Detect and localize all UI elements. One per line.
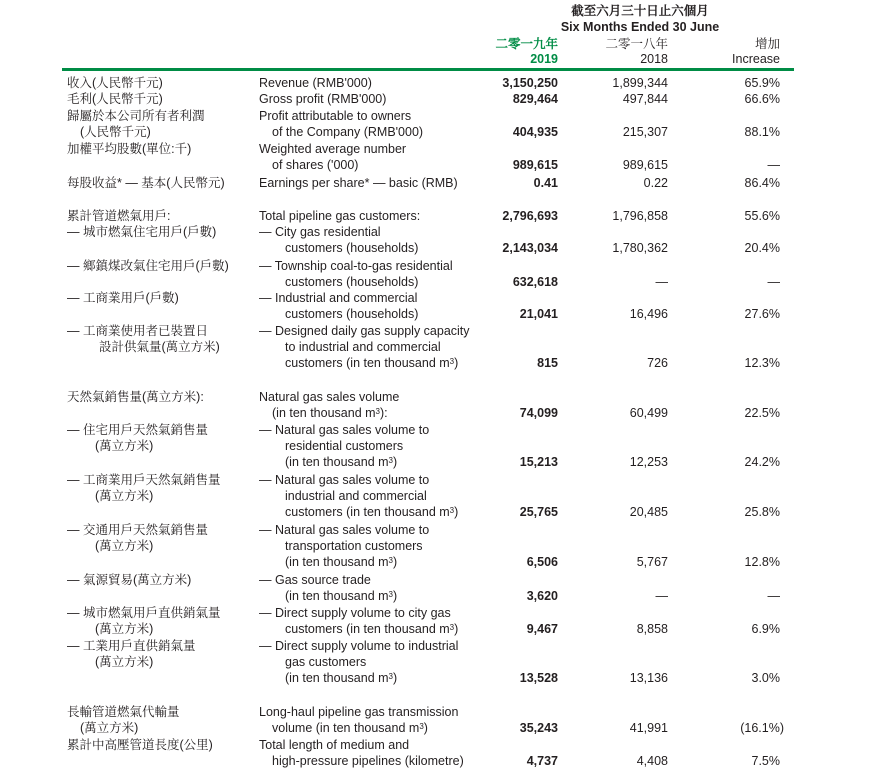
value-2019: 3,620: [526, 589, 558, 603]
value-2019: 3,150,250: [502, 76, 558, 90]
row-label-zh: (萬立方米): [95, 439, 154, 453]
value-2019: 13,528: [519, 671, 558, 685]
value-increase: —: [767, 589, 780, 603]
row-label-en: of shares ('000): [272, 158, 359, 172]
period-title-zh: 截至六月三十日止六個月: [571, 4, 709, 18]
year-2019-en: 2019: [530, 52, 558, 66]
row-label-zh: (萬立方米): [95, 539, 154, 553]
value-increase: 7.5%: [751, 754, 780, 768]
value-increase: (16.1%): [740, 721, 784, 735]
value-2019: 989,615: [512, 158, 558, 172]
value-2018: —: [655, 275, 668, 289]
value-2018: 726: [647, 356, 668, 370]
row-label-en: Total length of medium and: [259, 738, 410, 752]
row-label-en: customers (households): [285, 307, 419, 321]
value-increase: 27.6%: [744, 307, 780, 321]
value-2019: 21,041: [519, 307, 558, 321]
row-label-zh: — 工商業使用者已裝置日: [67, 324, 208, 338]
row-label-zh: — 城市燃氣住宅用戶(戶數): [67, 225, 217, 239]
row-label-zh: (萬立方米): [95, 655, 154, 669]
value-increase: 20.4%: [744, 241, 780, 255]
row-label-zh: 加權平均股數(單位:千): [67, 142, 192, 156]
row-label-en: — Gas source trade: [259, 573, 371, 587]
value-2018: 12,253: [629, 455, 668, 469]
row-label-en: customers (in ten thousand $m^3$): [285, 622, 459, 636]
row-label-en: customers (in ten thousand $m^3$): [285, 505, 459, 519]
row-label-zh: — 工商業用戶(戶數): [67, 291, 179, 305]
value-2018: 20,485: [629, 505, 668, 519]
row-label-zh: — 鄉鎮煤改氣住宅用戶(戶數): [67, 259, 229, 273]
value-2019: 829,464: [512, 92, 558, 106]
value-2018: 497,844: [622, 92, 668, 106]
row-label-zh: (萬立方米): [80, 721, 139, 735]
row-label-en: Earnings per share* — basic (RMB): [259, 176, 458, 190]
value-2019: 9,467: [526, 622, 558, 636]
row-label-zh: 累計管道燃氣用戶:: [67, 209, 171, 223]
row-label-en: — Direct supply volume to city gas: [259, 606, 451, 620]
value-2018: 4,408: [636, 754, 668, 768]
row-label-en: Weighted average number: [259, 142, 407, 156]
value-2018: 5,767: [636, 555, 668, 569]
value-2019: 632,618: [512, 275, 558, 289]
increase-header-zh: 增加: [754, 37, 780, 51]
row-label-en: transportation customers: [285, 539, 423, 553]
value-2018: 1,796,858: [612, 209, 668, 223]
value-2019: 2,796,693: [502, 209, 558, 223]
value-2018: —: [655, 589, 668, 603]
row-label-zh: — 城市燃氣用戶直供銷氣量: [67, 606, 221, 620]
row-label-en: (in ten thousand $m^3$):: [272, 406, 388, 420]
row-label-zh: (萬立方米): [95, 489, 154, 503]
row-label-en: Gross profit (RMB'000): [259, 92, 387, 106]
row-label-en: (in ten thousand $m^3$): [285, 555, 398, 569]
value-increase: 65.9%: [744, 76, 780, 90]
row-label-en: Total pipeline gas customers:: [259, 209, 421, 223]
value-increase: 22.5%: [744, 406, 780, 420]
value-increase: 3.0%: [751, 671, 780, 685]
value-2019: 4,737: [526, 754, 558, 768]
value-2019: 74,099: [519, 406, 558, 420]
value-increase: —: [767, 275, 780, 289]
value-2019: 2,143,034: [502, 241, 558, 255]
row-label-en: — City gas residential: [259, 225, 381, 239]
year-2018-en: 2018: [640, 52, 668, 66]
value-2018: 215,307: [622, 125, 668, 139]
value-increase: 86.4%: [744, 176, 780, 190]
value-2019: 25,765: [519, 505, 558, 519]
row-label-en: (in ten thousand $m^3$): [285, 671, 398, 685]
row-label-en: Profit attributable to owners: [259, 109, 412, 123]
row-label-zh: (人民幣千元): [80, 125, 151, 139]
row-label-en: — Natural gas sales volume to: [259, 423, 430, 437]
row-label-zh: 累計中高壓管道長度(公里): [67, 738, 213, 752]
row-label-zh: — 工業用戶直供銷氣量: [67, 639, 196, 653]
value-2019: 6,506: [526, 555, 558, 569]
row-label-en: customers (households): [285, 241, 419, 255]
year-2018-zh: 二零一八年: [605, 37, 668, 51]
row-label-zh: — 交通用戶天然氣銷售量: [67, 523, 208, 537]
row-label-zh: 毛利(人民幣千元): [67, 92, 163, 106]
value-2018: 0.22: [643, 176, 668, 190]
row-label-zh: 歸屬於本公司所有者利潤: [67, 109, 205, 123]
row-label-zh: — 工商業用戶天然氣銷售量: [67, 473, 221, 487]
row-label-en: — Direct supply volume to industrial: [259, 639, 459, 653]
value-increase: 66.6%: [744, 92, 780, 106]
row-label-zh: — 住宅用戶天然氣銷售量: [67, 423, 208, 437]
header-rule: [62, 68, 794, 71]
row-label-en: — Designed daily gas supply capacity: [259, 324, 470, 338]
value-increase: 88.1%: [744, 125, 780, 139]
value-2018: 41,991: [629, 721, 668, 735]
increase-header-en: Increase: [732, 52, 780, 66]
row-label-en: (in ten thousand $m^3$): [285, 455, 398, 469]
row-label-zh: 天然氣銷售量(萬立方米):: [67, 390, 204, 404]
value-increase: 25.8%: [744, 505, 780, 519]
row-label-en: — Natural gas sales volume to: [259, 523, 430, 537]
value-2018: 1,780,362: [612, 241, 668, 255]
row-label-zh: — 氣源貿易(萬立方米): [67, 573, 192, 587]
value-2019: 815: [537, 356, 558, 370]
row-label-en: Revenue (RMB'000): [259, 76, 372, 90]
row-label-en: high-pressure pipelines (kilometre): [272, 754, 464, 768]
row-label-en: (in ten thousand $m^3$): [285, 589, 398, 603]
row-label-en: gas customers: [285, 655, 367, 669]
row-label-zh: 每股收益* — 基本(人民幣元): [67, 176, 225, 190]
value-2019: 35,243: [519, 721, 558, 735]
value-increase: —: [767, 158, 780, 172]
value-2018: 13,136: [629, 671, 668, 685]
value-increase: 24.2%: [744, 455, 780, 469]
row-label-en: of the Company (RMB'000): [272, 125, 424, 139]
row-label-en: residential customers: [285, 439, 404, 453]
row-label-en: volume (in ten thousand $m^3$): [272, 721, 428, 735]
value-2018: 8,858: [636, 622, 668, 636]
value-2018: 60,499: [629, 406, 668, 420]
row-label-en: — Township coal-to-gas residential: [259, 259, 453, 273]
value-2018: 1,899,344: [612, 76, 668, 90]
value-2018: 989,615: [622, 158, 668, 172]
value-2019: 15,213: [519, 455, 558, 469]
row-label-zh: 設計供氣量(萬立方米): [99, 340, 220, 354]
value-increase: 12.8%: [744, 555, 780, 569]
row-label-zh: 收入(人民幣千元): [67, 76, 163, 90]
row-label-en: industrial and commercial: [285, 489, 427, 503]
value-2019: 404,935: [512, 125, 558, 139]
row-label-en: Natural gas sales volume: [259, 390, 400, 404]
value-increase: 12.3%: [744, 356, 780, 370]
value-increase: 55.6%: [744, 209, 780, 223]
row-label-en: customers (households): [285, 275, 419, 289]
row-label-en: to industrial and commercial: [285, 340, 441, 354]
row-label-zh: 長輸管道燃氣代輸量: [67, 705, 180, 719]
row-label-en: Long-haul pipeline gas transmission: [259, 705, 459, 719]
value-2019: 0.41: [533, 176, 558, 190]
year-2019-zh: 二零一九年: [495, 37, 558, 51]
period-title-en: Six Months Ended 30 June: [560, 20, 720, 34]
row-label-en: — Natural gas sales volume to: [259, 473, 430, 487]
row-label-en: — Industrial and commercial: [259, 291, 418, 305]
row-label-zh: (萬立方米): [95, 622, 154, 636]
row-label-en: customers (in ten thousand $m^3$): [285, 356, 459, 370]
value-2018: 16,496: [629, 307, 668, 321]
value-increase: 6.9%: [751, 622, 780, 636]
